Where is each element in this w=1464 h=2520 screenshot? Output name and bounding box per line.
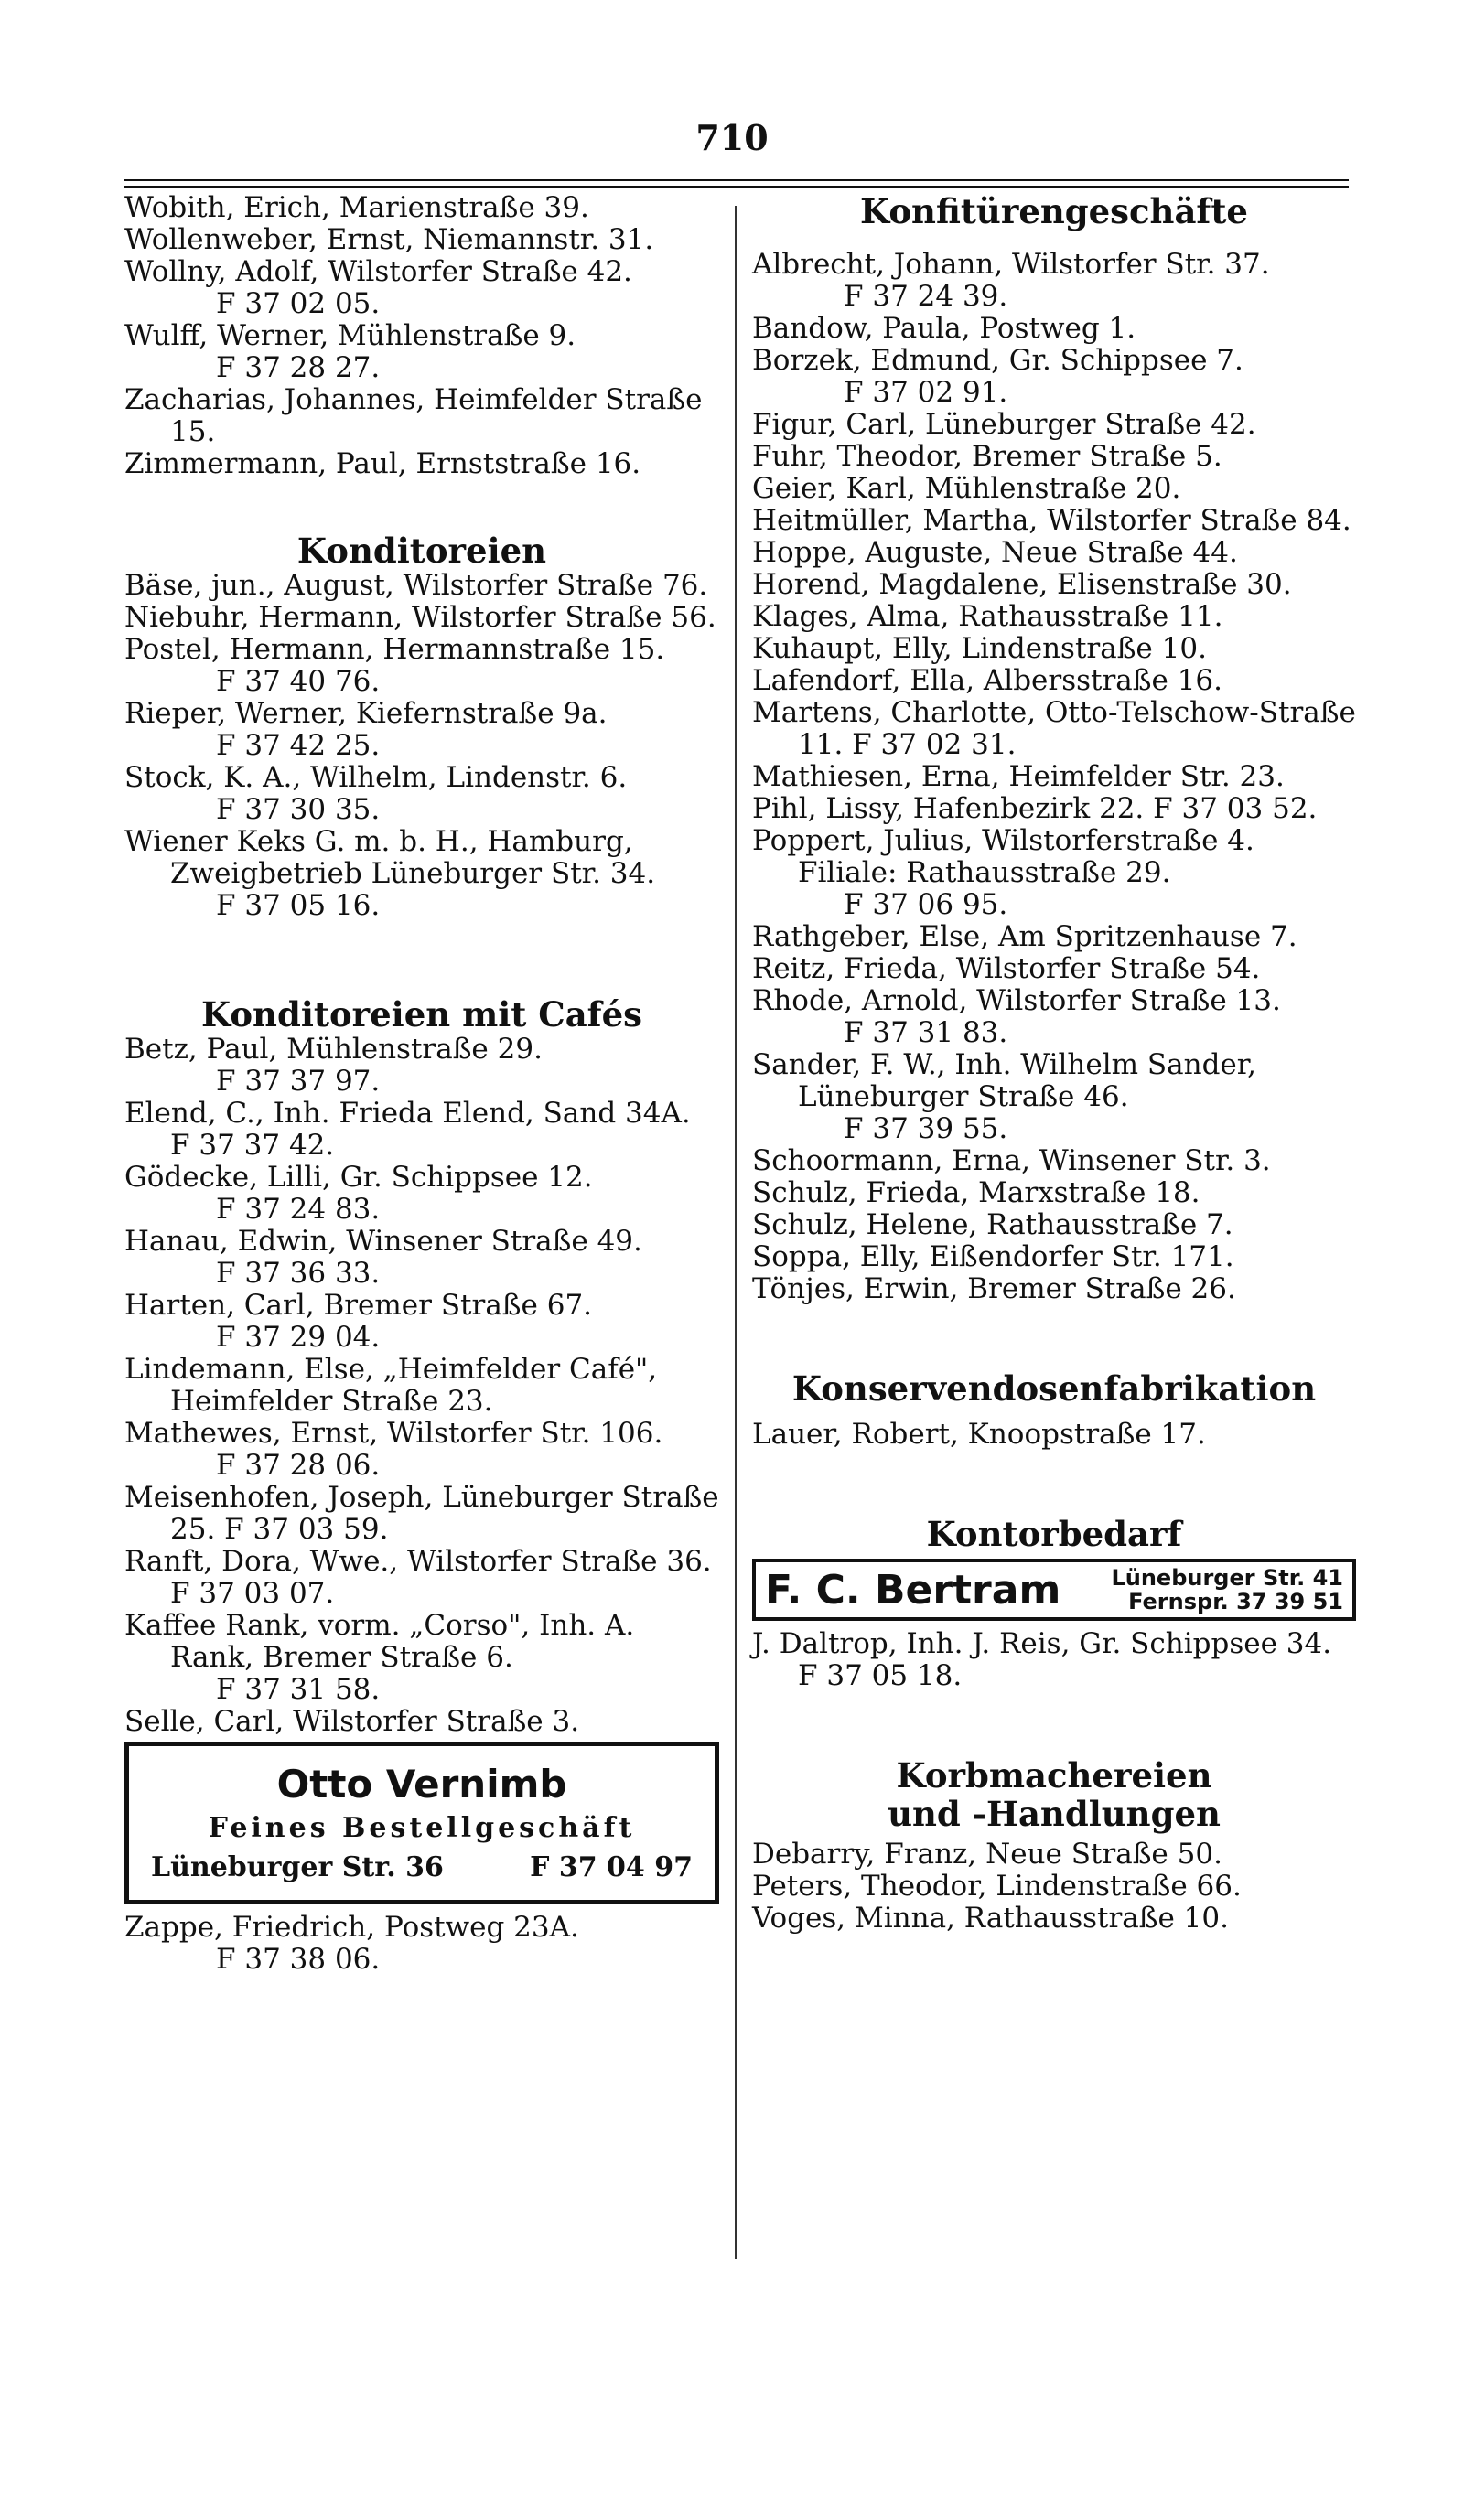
- entry-phone: F 37 02 05.: [216, 287, 381, 320]
- entry-text: Wobith, Erich, Marienstraße 39.: [124, 191, 589, 224]
- konfituren-entries: [752, 249, 1356, 1305]
- entry-text: Gödecke, Lilli, Gr. Schippsee 12.: [124, 1161, 593, 1194]
- directory-entry: [752, 473, 1356, 505]
- directory-entry: [752, 1419, 1356, 1451]
- section-heading-konditoreien-cafes: Konditoreien mit Cafés: [201, 994, 642, 1035]
- directory-entry: [752, 985, 1356, 1049]
- entry-text: Mathewes, Ernst, Wilstorfer Str. 106.: [124, 1417, 663, 1450]
- bertram-info: [1111, 1566, 1343, 1614]
- entry-text: Bäse, jun., August, Wilstorfer Straße 76.: [124, 569, 708, 602]
- directory-entry: [124, 192, 719, 224]
- directory-entry: [752, 1628, 1356, 1692]
- entry-phone: F 37 24 83.: [216, 1193, 381, 1226]
- ad-subtitle: Feines Bestellgeschäft: [208, 1812, 636, 1844]
- entry-text: Debarry, Franz, Neue Straße 50.: [752, 1838, 1222, 1871]
- entry-text: Wollenweber, Ernst, Niemannstr. 31.: [124, 223, 654, 256]
- directory-entry: [752, 409, 1356, 441]
- entry-text: Schulz, Frieda, Marxstraße 18.: [752, 1176, 1200, 1209]
- entry-text: Reitz, Frieda, Wilstorfer Straße 54.: [752, 952, 1261, 985]
- entry-phone: F 37 28 27.: [216, 351, 381, 384]
- entry-text: Betz, Paul, Mühlenstraße 29.: [124, 1033, 543, 1066]
- directory-entry: [752, 1177, 1356, 1209]
- entry-text: Figur, Carl, Lüneburger Straße 42.: [752, 408, 1256, 441]
- entry-text: Lafendorf, Ella, Albersstraße 16.: [752, 664, 1222, 697]
- entry-text: Postel, Hermann, Hermannstraße 15.: [124, 633, 665, 666]
- entry-phone: F 37 40 76.: [216, 665, 381, 698]
- left-column: [124, 192, 719, 1976]
- entry-text: Voges, Minna, Rathausstraße 10.: [752, 1902, 1229, 1935]
- entry-text: Martens, Charlotte, Otto-Telschow-Straße 11. F 37 02 31.: [752, 696, 1356, 761]
- entry-text: Lindemann, Else, „Heimfelder Café", Heimfelder Straße 23.: [124, 1353, 658, 1418]
- entry-phone: F 37 31 58.: [216, 1673, 381, 1706]
- korbmacher-entries: [752, 1839, 1356, 1935]
- entry-text: Meisenhofen, Joseph, Lüneburger Straße 25. F 37 03 59.: [124, 1481, 719, 1546]
- directory-entry: [752, 761, 1356, 793]
- left-bottom-entries: [124, 1912, 719, 1976]
- ad-address: Lüneburger Str. 36: [151, 1851, 444, 1883]
- bertram-address: Lüneburger Str. 41: [1111, 1565, 1343, 1591]
- directory-entry: [752, 313, 1356, 345]
- entry-text: Zappe, Friedrich, Postweg 23A.: [124, 1911, 579, 1944]
- directory-entry: [124, 1098, 719, 1162]
- directory-entry: [124, 384, 719, 448]
- directory-entry: [124, 570, 719, 602]
- entry-phone: F 37 29 04.: [216, 1321, 381, 1354]
- entry-phone: F 37 30 35.: [216, 793, 381, 826]
- entry-phone: F 37 39 55.: [844, 1112, 1008, 1145]
- entry-text: Peters, Theodor, Lindenstraße 66.: [752, 1870, 1242, 1903]
- directory-entry: [124, 1418, 719, 1482]
- entry-text: Kuhaupt, Elly, Lindenstraße 10.: [752, 632, 1207, 665]
- directory-entry: [124, 1290, 719, 1354]
- directory-entry: [124, 1610, 719, 1706]
- entry-text: Schoormann, Erna, Winsener Str. 3.: [752, 1144, 1271, 1177]
- directory-entry: [124, 1162, 719, 1226]
- directory-entry: [752, 1049, 1356, 1145]
- entry-text: Horend, Magdalene, Elisenstraße 30.: [752, 568, 1292, 601]
- directory-entry: [124, 320, 719, 384]
- entry-text: Rieper, Werner, Kiefernstraße 9a.: [124, 697, 608, 730]
- directory-entry: [124, 698, 719, 762]
- advertisement-otto-vernimb: [124, 1742, 719, 1904]
- directory-entry: [124, 256, 719, 320]
- entry-text: Rhode, Arnold, Wilstorfer Straße 13.: [752, 984, 1281, 1017]
- entry-phone: F 37 37 97.: [216, 1065, 381, 1098]
- entry-text: Tönjes, Erwin, Bremer Straße 26.: [752, 1272, 1236, 1305]
- entry-phone: F 37 36 33.: [216, 1257, 381, 1290]
- entry-text: Klages, Alma, Rathausstraße 11.: [752, 600, 1223, 633]
- entry-text: Zimmermann, Paul, Ernststraße 16.: [124, 447, 641, 480]
- entry-text: Sander, F. W., Inh. Wilhelm Sander, Lüneburger Straße 46.: [752, 1048, 1257, 1113]
- entry-text: Elend, C., Inh. Frieda Elend, Sand 34A. F 37 37 42.: [124, 1097, 691, 1162]
- konditoreien-cafes-entries: [124, 1034, 719, 1738]
- entry-text: Stock, K. A., Wilhelm, Lindenstr. 6.: [124, 761, 628, 794]
- entry-text: Lauer, Robert, Knoopstraße 17.: [752, 1418, 1206, 1451]
- directory-entry: [752, 1839, 1356, 1871]
- directory-entry: [752, 345, 1356, 409]
- entry-text: Hanau, Edwin, Winsener Straße 49.: [124, 1225, 642, 1258]
- left-top-entries: [124, 192, 719, 480]
- directory-entry: [752, 697, 1356, 761]
- ad-phone: F 37 04 97: [530, 1851, 693, 1883]
- directory-entry: [752, 1871, 1356, 1903]
- entry-text: Heitmüller, Martha, Wilstorfer Straße 84.: [752, 504, 1351, 537]
- directory-entry: [752, 601, 1356, 633]
- entry-text: Geier, Karl, Mühlenstraße 20.: [752, 472, 1181, 505]
- directory-entry: [752, 921, 1356, 953]
- entry-text: Zacharias, Johannes, Heimfelder Straße 15.: [124, 383, 703, 448]
- directory-entry: [124, 1482, 719, 1546]
- directory-entry: [124, 826, 719, 922]
- section-heading-konditoreien: Konditoreien: [296, 531, 547, 571]
- entry-text: Schulz, Helene, Rathausstraße 7.: [752, 1208, 1233, 1241]
- directory-entry: [124, 1034, 719, 1098]
- directory-entry: [752, 537, 1356, 569]
- directory-entry: [752, 569, 1356, 601]
- directory-entry: [124, 762, 719, 826]
- directory-entry: [124, 634, 719, 698]
- entry-text: Niebuhr, Hermann, Wilstorfer Straße 56.: [124, 601, 716, 634]
- directory-entry: [752, 1209, 1356, 1241]
- entry-text: Hoppe, Auguste, Neue Straße 44.: [752, 536, 1238, 569]
- ad-title: Otto Vernimb: [276, 1762, 567, 1807]
- entry-text: J. Daltrop, Inh. J. Reis, Gr. Schippsee 34. F 37 05 18.: [752, 1627, 1332, 1692]
- entry-text: Bandow, Paula, Postweg 1.: [752, 312, 1136, 345]
- directory-entry: [124, 224, 719, 256]
- entry-phone: F 37 28 06.: [216, 1449, 381, 1482]
- directory-entry: [752, 505, 1356, 537]
- entry-text: Mathiesen, Erna, Heimfelder Str. 23.: [752, 760, 1285, 793]
- column-divider: [735, 206, 737, 2259]
- directory-entry: [124, 1226, 719, 1290]
- entry-phone: F 37 38 06.: [216, 1943, 381, 1976]
- kontorbedarf-entries: [752, 1628, 1356, 1692]
- header-rule-bottom: [124, 186, 1349, 188]
- section-heading-kontorbedarf: Kontorbedarf: [926, 1514, 1182, 1554]
- entry-phone: F 37 42 25.: [216, 729, 381, 762]
- directory-entry: [752, 249, 1356, 313]
- directory-entry: [124, 1706, 719, 1738]
- directory-entry: [752, 665, 1356, 697]
- ad-contact-line: [138, 1849, 705, 1887]
- entry-phone: F 37 31 83.: [844, 1016, 1008, 1049]
- entry-text: Fuhr, Theodor, Bremer Straße 5.: [752, 440, 1222, 473]
- section-heading-konserven: Konservendosenfabrikation: [791, 1368, 1317, 1409]
- directory-entry: [752, 825, 1356, 921]
- entry-text: Kaffee Rank, vorm. „Corso", Inh. A. Rank, Bremer Straße 6.: [124, 1609, 635, 1674]
- advertisement-bertram: [752, 1559, 1356, 1621]
- entry-phone: F 37 05 16.: [216, 889, 381, 922]
- right-column: [752, 192, 1356, 1935]
- entry-text: Harten, Carl, Bremer Straße 67.: [124, 1289, 593, 1322]
- directory-entry: [752, 1903, 1356, 1935]
- directory-entry: [752, 1273, 1356, 1305]
- entry-text: Pihl, Lissy, Hafenbezirk 22. F 37 03 52.: [752, 792, 1318, 825]
- directory-entry: [124, 1912, 719, 1976]
- entry-text: Soppa, Elly, Eißendorfer Str. 171.: [752, 1240, 1234, 1273]
- directory-entry: [124, 1546, 719, 1610]
- entry-text: Wulff, Werner, Mühlenstraße 9.: [124, 319, 576, 352]
- directory-entry: [752, 793, 1356, 825]
- entry-text: Ranft, Dora, Wwe., Wilstorfer Straße 36. F 37 03 07.: [124, 1545, 712, 1610]
- entry-text: Borzek, Edmund, Gr. Schippsee 7.: [752, 344, 1243, 377]
- section-heading-korbmacher: Korbmachereien und -Handlungen: [888, 1755, 1221, 1834]
- directory-entry: [752, 633, 1356, 665]
- directory-entry: [752, 1241, 1356, 1273]
- konserven-entries: [752, 1419, 1356, 1451]
- entry-phone: F 37 24 39.: [844, 280, 1008, 313]
- entry-text: Selle, Carl, Wilstorfer Straße 3.: [124, 1705, 580, 1738]
- directory-entry: [124, 1354, 719, 1418]
- entry-text: Wollny, Adolf, Wilstorfer Straße 42.: [124, 255, 632, 288]
- directory-entry: [752, 441, 1356, 473]
- header-rule-top: [124, 179, 1349, 181]
- page-number: 710: [695, 117, 769, 158]
- directory-entry: [124, 448, 719, 480]
- directory-entry: [752, 1145, 1356, 1177]
- entry-text: Wiener Keks G. m. b. H., Hamburg, Zweigbetrieb Lüneburger Str. 34.: [124, 825, 656, 890]
- entry-text: Poppert, Julius, Wilstorferstraße 4. Filiale: Rathausstraße 29.: [752, 824, 1254, 889]
- entry-phone: F 37 06 95.: [844, 888, 1008, 921]
- konditoreien-entries: [124, 570, 719, 922]
- bertram-name: F. C. Bertram: [765, 1566, 1061, 1614]
- bertram-phone: Fernspr. 37 39 51: [1128, 1589, 1343, 1614]
- directory-entry: [752, 953, 1356, 985]
- entry-phone: F 37 02 91.: [844, 376, 1008, 409]
- section-heading-konfituren: Konfitürengeschäfte: [860, 191, 1248, 231]
- directory-entry: [124, 602, 719, 634]
- entry-text: Albrecht, Johann, Wilstorfer Str. 37.: [752, 248, 1270, 281]
- entry-text: Rathgeber, Else, Am Spritzenhause 7.: [752, 920, 1297, 953]
